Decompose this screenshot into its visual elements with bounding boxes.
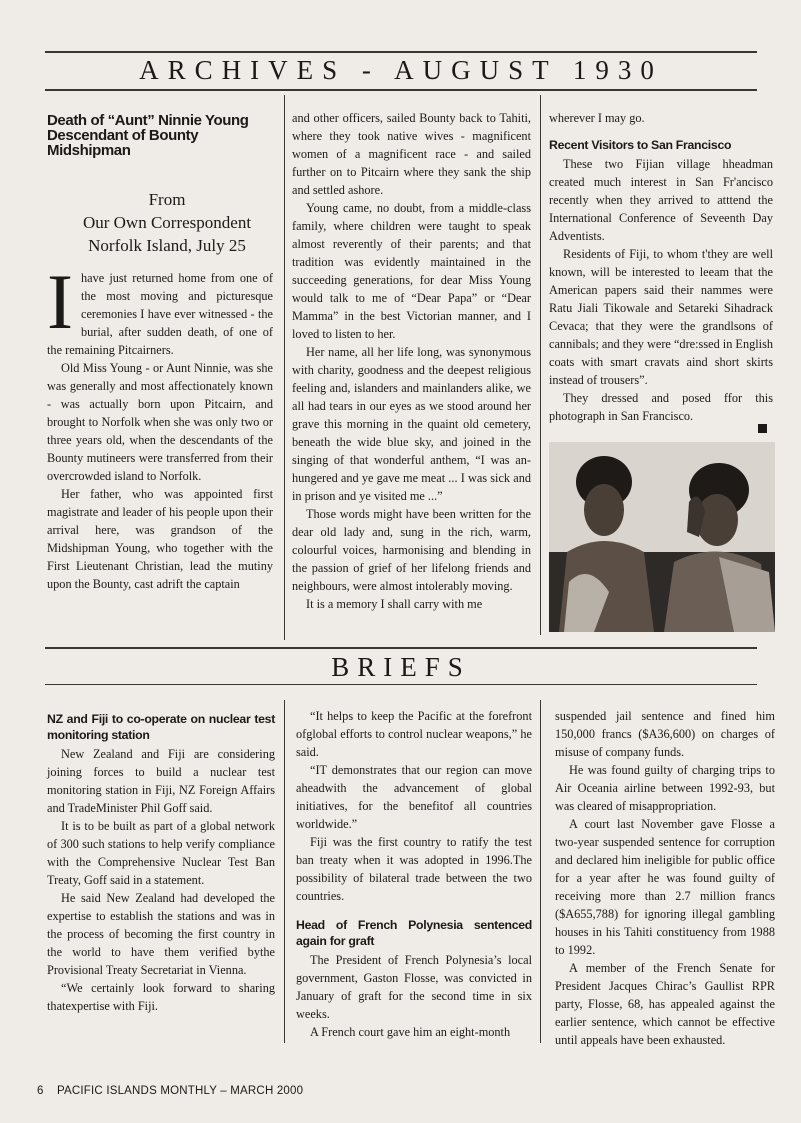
- article-paragraph: “It helps to keep the Pacific at the forefront ofglobal efforts to control nuclear weapons,” he said.: [296, 709, 532, 759]
- article-paragraph: Her name, all her life long, was synonymous with charity, goodness and the deepest religious feeling and, islanders and mainlanders alike, we all had tears in our eyes as we stood around her grave this morning in the quaint old cemetery, beneath the wide blue sky, and joined in the singing of that wonderful anthem, “I was an-hungered and ye gave me meat ... I was sick and in prison and ye visited me ...”: [292, 345, 531, 503]
- briefs-column-3: [555, 707, 775, 1049]
- article-paragraph: These two Fijian village hheadman created much interest in San Fr'ancisco recently when they arrived to atttend the International Conference of Seveenth Day Adventists.: [549, 157, 773, 243]
- section-title-archives: ARCHIVES - AUGUST 1930: [139, 55, 663, 85]
- visitors-headline: Recent Visitors to San Francisco: [549, 138, 732, 152]
- page-number: 6: [37, 1085, 44, 1097]
- article-paragraph: “We certainly look forward to sharing thatexpertise with Fiji.: [47, 981, 275, 1013]
- briefs-bottom-rule: [45, 684, 757, 685]
- end-of-article-mark: [758, 424, 767, 433]
- article-paragraph: He was found guilty of charging trips to Air Oceania airline between 1992-93, but was cleared of misappropriation.: [555, 763, 775, 813]
- french-polynesia-headline: Head of French Polynesia sentenced again for graft: [296, 918, 532, 948]
- article-paragraph: and other officers, sailed Bounty back to Tahiti, where they took native wives - magnificent women of a magnificent race - and sailed further on to Pitcairn where they sank the ship and settled ashore.: [292, 111, 531, 197]
- nz-fiji-headline: NZ and Fiji to co-operate on nuclear test monitoring station: [47, 712, 275, 742]
- drop-cap: I: [47, 258, 73, 345]
- archive-headline: Death of “Aunt” Ninnie Young Descendant of Bounty Midshipman: [47, 112, 249, 159]
- lead-text: have just returned home from one of the most moving and picturesque ceremonies I have ever witnessed - the burial, after sudden death, of one of the remaining Pitcairners.: [47, 271, 273, 357]
- article-paragraph: They dressed and posed ffor this photograph in San Francisco.: [549, 391, 773, 423]
- article-paragraph: Residents of Fiji, to whom t'they are well known, will be interested to leeam that the American papers said their nammes were Ratu Jiali Tikowale and Setareki Sihadrack Cevaca; that they were the grandlsons of cannibals; and they were “dre:ssed in English coats with smart cravats aind short skirts instead of trousers”.: [549, 247, 774, 387]
- briefs-column-1: [47, 711, 275, 1015]
- photo-fijian-headmen: [549, 442, 775, 632]
- article-paragraph: Old Miss Young - or Aunt Ninnie, was she was generally and most affectionately known - was actually born upon Pitcairn, and brought to Norfolk when she was only two or three years old, when the descendants of the Bounty mutineers were transferred from their overcrowded island to Norfolk.: [47, 361, 273, 483]
- article-paragraph: wherever I may go.: [549, 111, 645, 125]
- byline-correspondent: Our Own Correspondent: [82, 213, 252, 232]
- briefs-column-2: [296, 707, 532, 1041]
- article-paragraph: The President of French Polynesia’s local government, Gaston Flosse, was convicted in January of graft for the second time in six weeks.: [296, 953, 532, 1021]
- page-footer: [37, 1085, 313, 1097]
- article-paragraph: New Zealand and Fiji are considering joining forces to build a nuclear test monitoring station in Fiji, NZ Foreign Affairs and TradeMinister Phil Goff said.: [47, 747, 275, 815]
- article-paragraph: A French court gave him an eight-month: [310, 1025, 511, 1039]
- column-divider: [284, 95, 285, 640]
- column-divider: [540, 95, 541, 635]
- article-paragraph: He said New Zealand had developed the expertise to establish the stations and was in the process of becoming the first country in the world to have them verified bythe Provisional Treaty Secretariat in Vienna.: [47, 891, 275, 977]
- briefs-top-rule: [45, 647, 757, 649]
- article-paragraph: Young came, no doubt, from a middle-class family, where children were taught to speak almost reverently of their parents; and that tradition was evidently maintained in the succeeding generations, for dear Miss Young would talk to me of “Dear Papa” or “Dear Mamma” in the best Victorian manner, and I loved to listen to her.: [292, 201, 531, 341]
- byline-dateline: Norfolk Island, July 25: [88, 236, 246, 255]
- article-paragraph: Those words might have been written for the dear old lady and, sung in the rich, warm, colourful voices, harmonising and blending in the passion of grief of her lifelong friends and neighbours, were almost intolerably moving.: [292, 507, 531, 593]
- header-bottom-rule: [45, 89, 757, 91]
- article-paragraph: A court last November gave Flosse a two-year suspended sentence for corruption and declared him ineligible for public office for a year after he was found guilty of receiving more than 2.7 million francs ($A655,788) for ignoring illegal gambling houses in his Tahiti constituency from 1988 to 1992.: [555, 817, 775, 957]
- article-paragraph: A member of the French Senate for President Jacques Chirac’s Gaullist RPR party, Flosse, 68, has appealed against the earlier sentence, which cannot be effective until appeals have been exhausted.: [555, 961, 775, 1047]
- article-paragraph: It is to be built as part of a global network of 300 such stations to help verify compliance with the Comprehensive Nuclear Test Ban Treaty, Goff said in a statement.: [47, 819, 275, 887]
- publication-line: PACIFIC ISLANDS MONTHLY – MARCH 2000: [57, 1085, 304, 1097]
- section-title-briefs: BRIEFS: [331, 652, 471, 682]
- article-paragraph: Her father, who was appointed first magistrate and leader of his people upon their arrival here, was grandson of the Midshipman Young, who together with the First Lieutenant Christian, lead the mutiny upon the Bounty, cast adrift the captain: [47, 487, 273, 591]
- column-divider: [540, 700, 541, 1043]
- article-paragraph: “IT demonstrates that our region can move aheadwith the advancement of global initiatives, for the benefitof all countries worldwide.”: [296, 763, 532, 831]
- header-top-rule: [45, 51, 757, 53]
- archive-column-3: [549, 109, 773, 425]
- column-divider: [284, 700, 285, 1043]
- archive-column-1: [47, 113, 273, 593]
- byline-from: From: [148, 190, 186, 209]
- lead-paragraph: [47, 258, 273, 359]
- article-paragraph: suspended jail sentence and fined him 150,000 francs ($A36,600) on charges of misuse of company funds.: [555, 709, 775, 759]
- archive-column-2: [292, 109, 531, 613]
- article-paragraph: Fiji was the first country to ratify the test ban treaty when it was adopted in 1996.The possibility of bilateral trade between the two countries.: [296, 835, 532, 903]
- article-paragraph: It is a memory I shall carry with me: [306, 597, 483, 611]
